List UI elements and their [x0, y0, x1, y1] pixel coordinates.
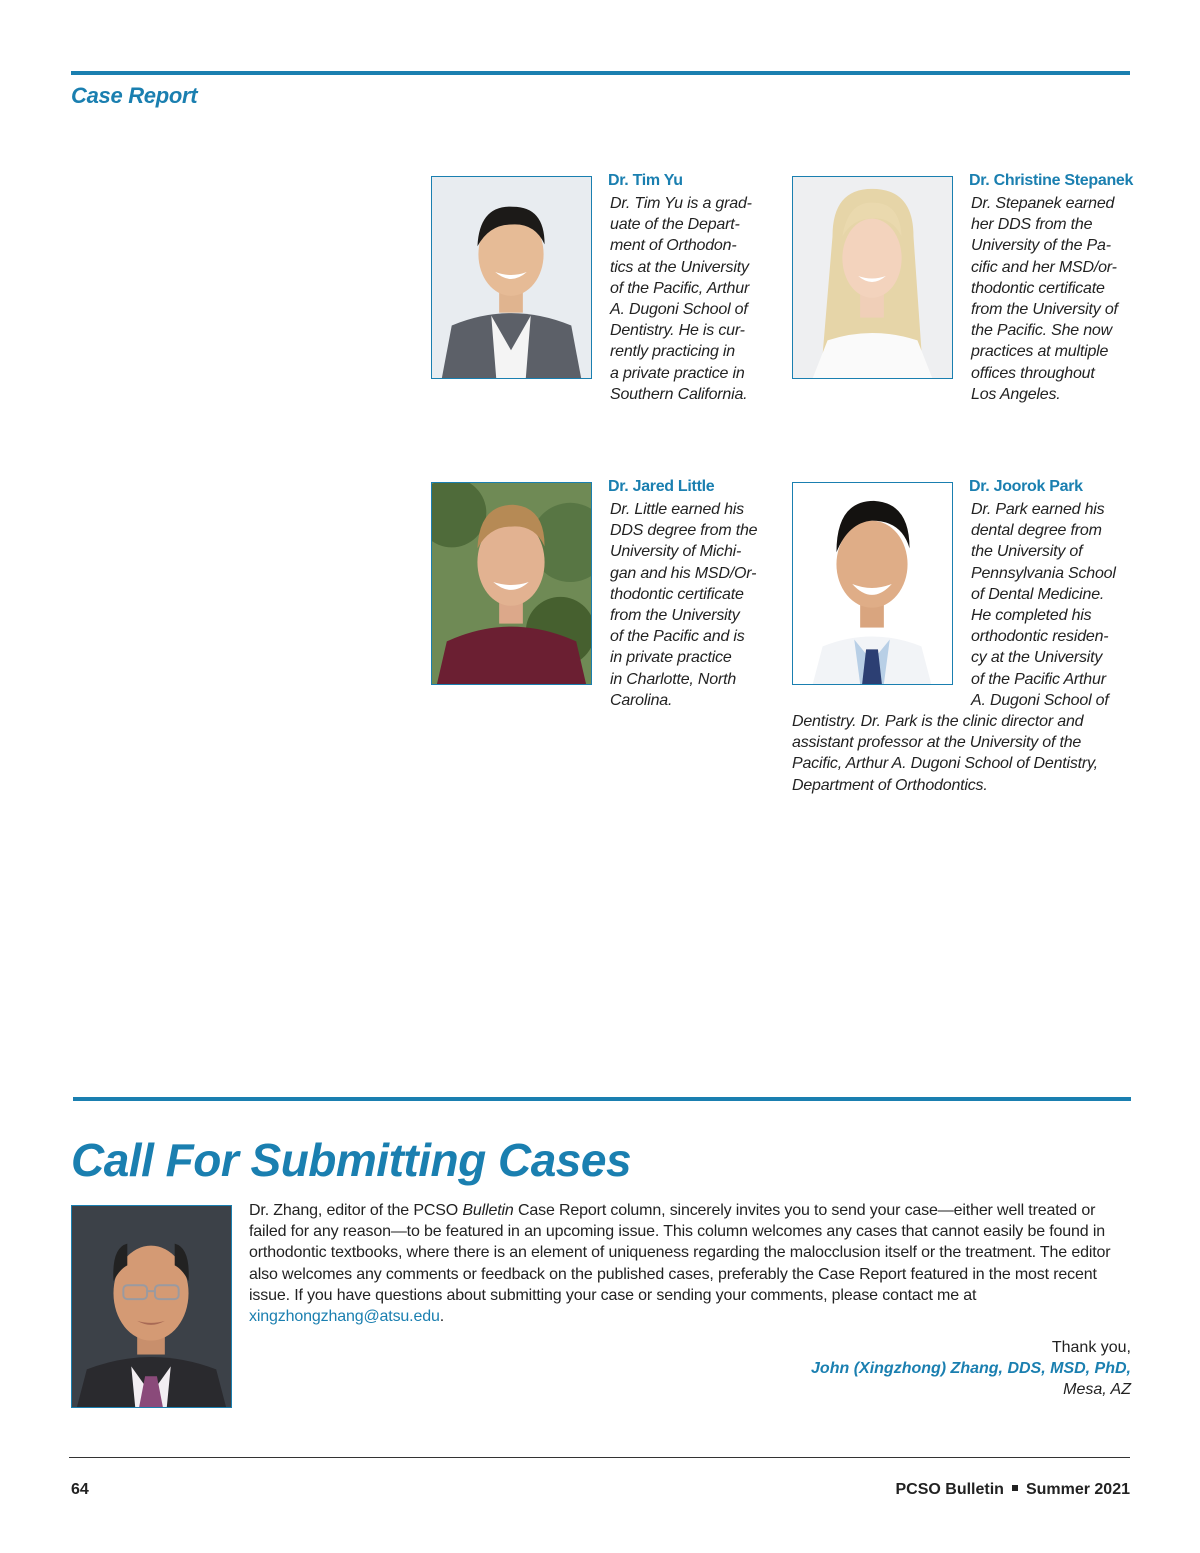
portrait-john-zhang	[71, 1205, 232, 1408]
bio-name-joorok-park: Dr. Joorok Park	[969, 478, 1083, 495]
call-for-cases-body: Dr. Zhang, editor of the PCSO Bulletin Case Report column, sincerely invites you to send your case—either well treated or failed for any reason—to be featured in an upcoming issue. This column welcomes any cases that cannot easily be found in orthodontic textbooks, where there is an element of uniqueness regarding the malocclusion itself or the treatment. The editor also welcomes any comments or feedback on the published cases, preferably the Case Report featured in the most recent issue. If you have questions about submitting your case or sending your comments, please contact me at xingzhongzhang@atsu.edu.	[249, 1202, 1111, 1326]
section-label: Case Report	[71, 83, 198, 108]
signoff-thanks: Thank you,	[1051, 1339, 1131, 1356]
page-number: 64	[71, 1481, 89, 1498]
portrait-tim-yu	[431, 176, 592, 379]
issue-name: Summer 2021	[1025, 1481, 1130, 1498]
signoff-signer: John (Xingzhong) Zhang, DDS, MSD, PhD,	[811, 1360, 1131, 1378]
bio-text-christine-stepanek: Dr. Stepanek earned her DDS from the University of the Pa- cific and her MSD/or- thodontic certificate from the University of the Pacific. She now practices at multiple offices throughout Los Angeles.	[971, 195, 1118, 403]
top-rule	[71, 71, 1130, 75]
signoff-location: Mesa, AZ	[1063, 1381, 1131, 1399]
bio-name-tim-yu: Dr. Tim Yu	[608, 172, 683, 189]
footer-publication	[895, 1481, 1130, 1499]
portrait-christine-stepanek	[792, 176, 953, 379]
contact-email-link[interactable]: xingzhongzhang@atsu.edu	[249, 1308, 440, 1326]
portrait-joorok-park	[792, 482, 953, 685]
section-rule	[73, 1097, 1131, 1101]
footer-rule	[69, 1457, 1130, 1458]
separator-square-icon	[1012, 1485, 1018, 1491]
portrait-jared-little	[431, 482, 592, 685]
bio-name-christine-stepanek: Dr. Christine Stepanek	[969, 172, 1134, 189]
publication-name: PCSO Bulletin	[895, 1481, 1004, 1498]
bio-text-joorok-park: Dr. Park earned his dental degree from the University of Pennsylvania School of Dental Medicine. He completed his orthodontic residen- cy at the University of the Pacific Arthur A. Dugoni School of	[971, 501, 1116, 709]
bio-text-tim-yu: Dr. Tim Yu is a grad- uate of the Depart- ment of Orthodon- tics at the University of the Pacific, Arthur A. Dugoni School of Dentistry. He is cur- rently practicing in a private practice in Southern California.	[610, 195, 752, 403]
bio-text-joorok-park-wrap: Dentistry. Dr. Park is the clinic director and assistant professor at the University of the Pacific, Arthur A. Dugoni School of Dentistry, Department of Orthodontics.	[792, 713, 1098, 794]
signoff	[811, 1337, 1131, 1401]
call-for-cases-title: Call For Submitting Cases	[71, 1134, 632, 1186]
bio-text-jared-little: Dr. Little earned his DDS degree from the University of Michi- gan and his MSD/Or- thodontic certificate from the University of the Pacific and is in private practice in Charlotte, North Carolina.	[610, 501, 758, 709]
bio-name-jared-little: Dr. Jared Little	[608, 478, 715, 495]
